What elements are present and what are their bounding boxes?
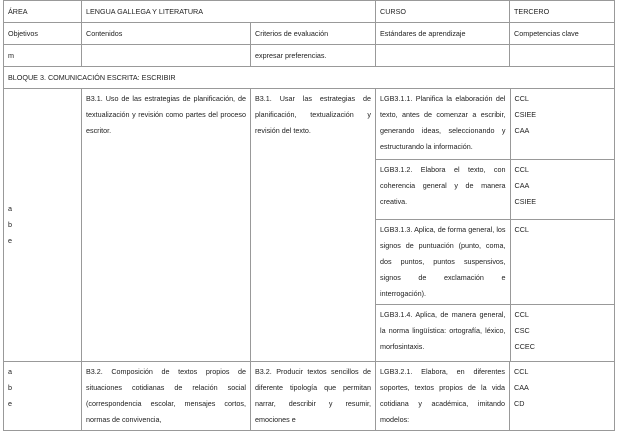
col-estandares: Estándares de aprendizaje [376,23,510,45]
document-page [3,0,618,439]
standard-text: LGB3.1.2. Elabora el texto, con coherencia general y de manera creativa. [376,160,510,220]
competencia: CAA [514,181,530,190]
area-label: ÁREA [4,1,82,23]
table-row-b31 [4,89,615,362]
competencia: CCL [514,367,529,376]
table-row-b32 [4,362,615,431]
carry-criterio: expresar preferencias. [251,45,376,67]
b32-contenido: B3.2. Composición de textos propios de situaciones cotidianas de relación social (correspondencia escolar, mensajes cortos, normas de convivencia, [82,362,251,431]
b32-objetivos [4,362,82,431]
objetivo-item: a [8,367,12,376]
b31-criterio: B3.1. Usar las estrategias de planificación, textualización y revisión del texto. [251,89,376,362]
standard-text: LGB3.1.4. Aplica, de manera general, la norma lingüística: ortografía, léxico, morfosintaxis. [376,305,510,362]
b31-standards [376,89,615,362]
competencia: CCEC [514,342,535,351]
objetivo-item: e [8,399,12,408]
objetivo-item: e [8,236,12,245]
b31-contenido: B3.1. Uso de las estrategias de planificación, de textualización y revisión como partes del proceso escritor. [82,89,251,362]
curriculum-table [3,0,615,431]
standard-row [376,89,615,160]
curso-value: TERCERO [510,1,615,23]
standard-competencias [510,160,615,220]
objetivo-item: a [8,204,12,213]
competencia: CCL [514,225,529,234]
standard-competencias [510,89,615,160]
b32-criterio: B3.2. Producir textos sencillos de diferente tipología que permitan narrar, describir y resumir, emociones e [251,362,376,431]
column-header-row [4,23,615,45]
competencia: CD [514,399,525,408]
standard-row [376,160,615,220]
competencia: CAA [514,126,530,135]
b31-objetivos [4,89,82,362]
standard-row [376,305,615,362]
carry-competencia [510,45,615,67]
b32-standard-text: LGB3.2.1. Elabora, en diferentes soportes, textos propios de la vida cotidiana y académica, imitando modelos: [376,362,510,431]
col-objetivos: Objetivos [4,23,82,45]
carry-contenido [82,45,251,67]
competencia: CCL [514,310,529,319]
competencia: CAA [514,383,529,392]
standard-row [376,220,615,305]
carry-objetivo: m [4,45,82,67]
competencia: CSIEE [514,197,537,206]
competencia: CCL [514,94,529,103]
bloque-title: BLOQUE 3. COMUNICACIÓN ESCRITA: ESCRIBIR [4,67,615,89]
col-criterios: Criterios de evaluación [251,23,376,45]
header-row [4,1,615,23]
competencia: CSIEE [514,110,537,119]
carry-estandar [376,45,510,67]
col-competencias: Competencias clave [510,23,615,45]
competencia: CSC [514,326,530,335]
competencia: CCL [514,165,529,174]
standard-competencias [510,305,615,362]
area-value: LENGUA GALLEGA Y LITERATURA [82,1,376,23]
standard-text: LGB3.1.3. Aplica, de forma general, los signos de puntuación (punto, coma, dos puntos, puntos suspensivos, signos de exclamación e interrogación). [376,220,510,305]
objetivo-item: b [8,220,12,229]
col-contenidos: Contenidos [82,23,251,45]
bloque-row [4,67,615,89]
standard-competencias [510,220,615,305]
standard-text: LGB3.1.1. Planifica la elaboración del texto, antes de comenzar a escribir, generando ideas, seleccionando y estructurando la información. [376,89,510,160]
carry-over-row [4,45,615,67]
b31-standards-table [376,89,615,361]
objetivo-item: b [8,383,12,392]
curso-label: CURSO [376,1,510,23]
b32-competencias [510,362,615,431]
